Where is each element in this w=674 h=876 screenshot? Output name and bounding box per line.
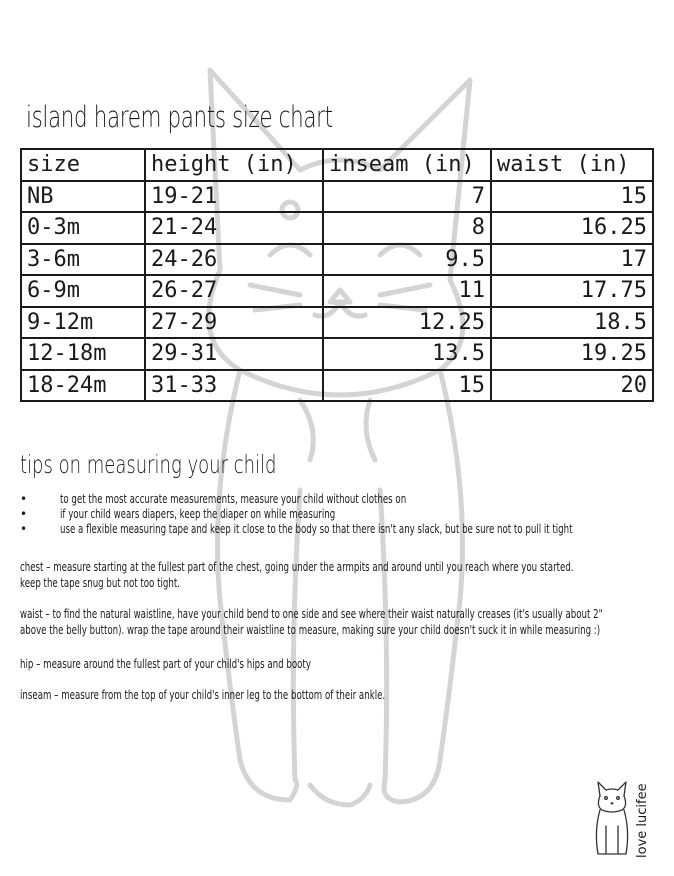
table-row [21, 275, 653, 307]
table-row [21, 307, 653, 339]
size-cell: NB [21, 181, 145, 213]
table-row [21, 181, 653, 213]
inseam-cell: 8 [323, 212, 491, 244]
waist-cell: 17.75 [491, 275, 653, 307]
tip-text: to get the most accurate measurements, measure your child without clothes on [60, 492, 407, 506]
table-row [21, 212, 653, 244]
cat-icon [588, 776, 658, 860]
waist-cell: 15 [491, 181, 653, 213]
size-cell: 18-24m [21, 370, 145, 402]
inseam-cell: 11 [323, 275, 491, 307]
page-title: island harem pants size chart [26, 100, 333, 134]
size-cell: 3-6m [21, 244, 145, 276]
height-cell: 21-24 [145, 212, 323, 244]
chest-line: keep the tape snug but not too tight. [20, 576, 180, 590]
hip-line: hip – measure around the fullest part of your child's hips and booty [20, 657, 311, 671]
inseam-cell: 7 [323, 181, 491, 213]
size-chart-table [20, 148, 654, 402]
height-cell: 27-29 [145, 307, 323, 339]
header-size: size [21, 149, 145, 181]
chest-line: chest – measure starting at the fullest part of the chest, going under the armpits and around until you reach where you started. [20, 560, 574, 574]
bullet: • [20, 507, 28, 521]
bullet: • [20, 492, 28, 506]
header-inseam: inseam (in) [323, 149, 491, 181]
tip-text: if your child wears diapers, keep the diaper on while measuring [60, 507, 336, 521]
table-row [21, 338, 653, 370]
inseam-instructions [20, 684, 527, 700]
inseam-cell: 12.25 [323, 307, 491, 339]
tips-heading: tips on measuring your child [20, 450, 277, 479]
table-header-row [21, 149, 653, 181]
height-cell: 31-33 [145, 370, 323, 402]
header-waist: waist (in) [491, 149, 653, 181]
chest-instructions [20, 556, 674, 588]
header-height: height (in) [145, 149, 323, 181]
size-cell: 6-9m [21, 275, 145, 307]
size-cell: 12-18m [21, 338, 145, 370]
size-cell: 9-12m [21, 307, 145, 339]
waist-line: above the belly button). wrap the tape around their waistline to measure, making sure your child doesn't suck it in while measuring :) [20, 623, 601, 637]
height-cell: 19-21 [145, 181, 323, 213]
inseam-line: inseam – measure from the top of your child's inner leg to the bottom of their ankle. [20, 688, 386, 702]
height-cell: 24-26 [145, 244, 323, 276]
bullet: • [20, 522, 28, 536]
waist-cell: 20 [491, 370, 653, 402]
size-cell: 0-3m [21, 212, 145, 244]
signature-text: love lucifee [635, 783, 650, 858]
inseam-cell: 13.5 [323, 338, 491, 370]
tip-text: use a flexible measuring tape and keep it close to the body so that there isn't any slack, but be sure not to pull it tight [60, 522, 573, 536]
waist-instructions [20, 603, 674, 635]
waist-cell: 18.5 [491, 307, 653, 339]
waist-cell: 17 [491, 244, 653, 276]
waist-cell: 16.25 [491, 212, 653, 244]
height-cell: 26-27 [145, 275, 323, 307]
waist-line: waist – to find the natural waistline, have your child bend to one side and see where their waist naturally creases (it's usually about 2" [20, 607, 603, 621]
inseam-cell: 15 [323, 370, 491, 402]
height-cell: 29-31 [145, 338, 323, 370]
table-row [21, 244, 653, 276]
table-row [21, 370, 653, 402]
waist-cell: 19.25 [491, 338, 653, 370]
inseam-cell: 9.5 [323, 244, 491, 276]
hip-instructions [20, 653, 424, 669]
